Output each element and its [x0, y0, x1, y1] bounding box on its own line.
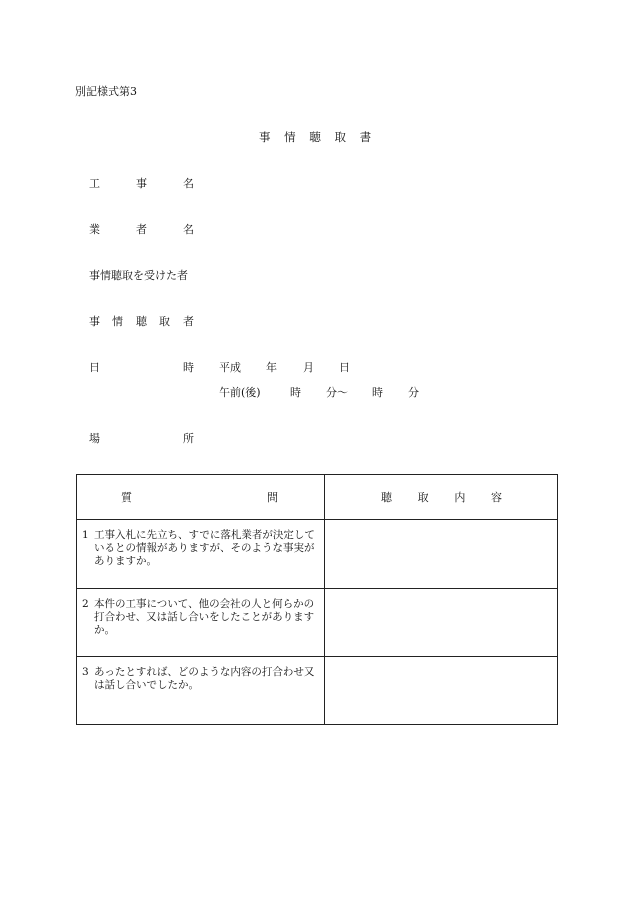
table-row: [77, 657, 558, 725]
ampm: 午前(後): [219, 386, 261, 399]
answer-cell[interactable]: [325, 657, 558, 725]
table-row: [77, 589, 558, 657]
title-char: 書: [359, 130, 372, 144]
month-unit: 月: [303, 361, 314, 374]
question-number: 1: [82, 529, 89, 541]
form-id: 別記様式第3: [75, 85, 137, 98]
minute-unit-1: 分〜: [326, 386, 348, 399]
question-cell: [77, 657, 325, 725]
header-answer: 聴 取 内 容: [325, 475, 558, 520]
datetime-label-day: 日: [89, 361, 100, 374]
hour-unit-2: 時: [372, 386, 383, 399]
table-header-row: [77, 475, 558, 520]
title-char: 事: [259, 130, 271, 144]
era: 平成: [219, 361, 241, 374]
question-cell: [77, 520, 325, 589]
hearing-table: [76, 474, 558, 725]
year-unit: 年: [266, 361, 277, 374]
question-text: 工事入札に先立ち、すでに落札業者が決定しているとの情報がありますが、そのような事実がありますか。: [94, 529, 315, 567]
field-interviewee-label: 事情聴取を受けた者: [89, 269, 188, 282]
title-char: 聴: [309, 130, 321, 144]
title-char: 取: [334, 130, 346, 144]
hour-unit-1: 時: [290, 386, 301, 399]
question-text: 本件の工事について、他の会社の人と何らかの打合わせ、又は話し合いをしたことがありますか。: [94, 598, 315, 636]
answer-cell[interactable]: [325, 520, 558, 589]
question-number: 2: [82, 598, 89, 610]
answer-cell[interactable]: [325, 589, 558, 657]
question-number: 3: [82, 666, 89, 678]
question-cell: [77, 589, 325, 657]
day-unit: 日: [339, 361, 350, 374]
datetime-label-time: 時: [183, 361, 194, 374]
table-row: [77, 520, 558, 589]
title-char: 情: [284, 130, 296, 144]
header-question: 質 問: [77, 475, 325, 520]
minute-unit-2: 分: [408, 386, 419, 399]
question-text: あったとすれば、どのような内容の打合わせ又は話し合いでしたか。: [94, 666, 315, 691]
document-title: [259, 130, 371, 144]
